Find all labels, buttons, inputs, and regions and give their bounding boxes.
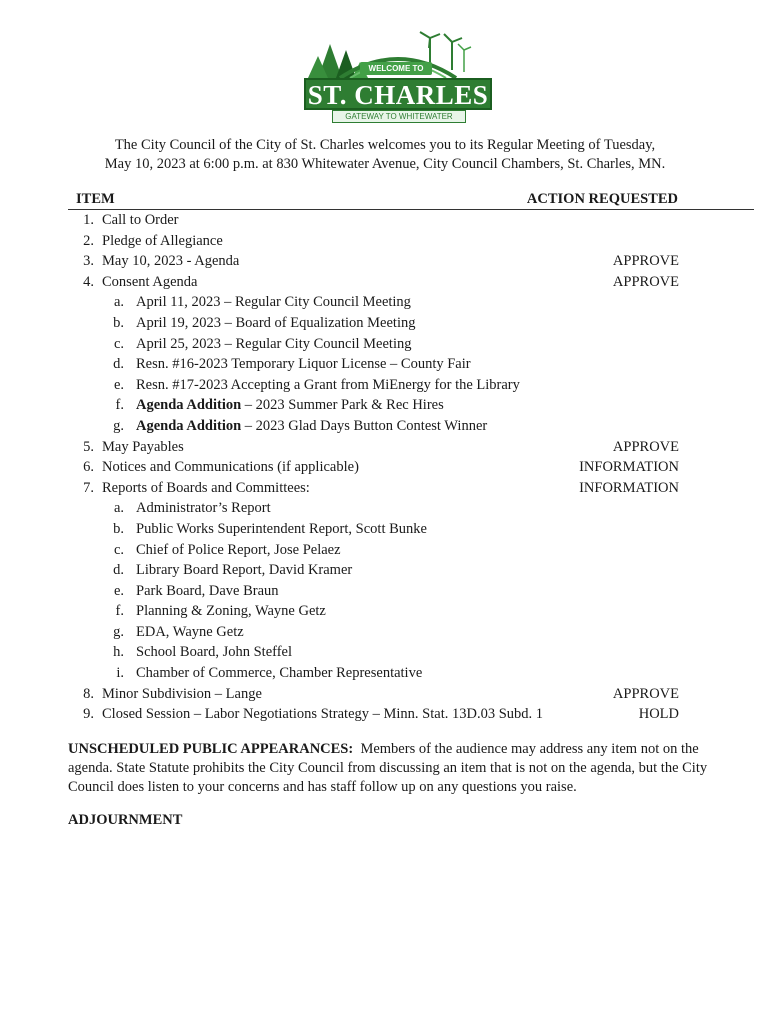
subitem-text (136, 416, 487, 437)
item-action: INFORMATION (579, 459, 679, 476)
item-number: 8. (83, 685, 94, 702)
subitem-description: Planning & Zoning, Wayne Getz (136, 603, 326, 620)
agenda-header-row (68, 190, 754, 210)
item-text: Pledge of Allegiance (102, 232, 223, 249)
subitem-description: Public Works Superintendent Report, Scott Bunke (136, 520, 427, 537)
subitem-description: Administrator’s Report (136, 500, 271, 517)
agenda-item (0, 210, 770, 231)
item-number: 5. (83, 438, 94, 455)
logo-tagline: GATEWAY TO WHITEWATER (332, 110, 466, 123)
intro-line-1: The City Council of the City of St. Charles welcomes you to its Regular Meeting of Tuesday, (114, 137, 656, 153)
subitem-text (136, 292, 411, 313)
item-number: 2. (83, 232, 94, 249)
subitem-text (136, 601, 326, 622)
st-charles-logo (300, 30, 496, 122)
subitem-text (136, 622, 244, 643)
agenda-subitem (0, 601, 770, 622)
agenda-item (0, 437, 770, 458)
logo-welcome-text: WELCOME TO (360, 62, 432, 75)
subitem-letter: a. (113, 500, 124, 517)
subitem-letter: e. (113, 582, 124, 599)
item-text: Call to Order (102, 212, 179, 228)
agenda-item (0, 457, 770, 478)
public-appearances-section (68, 740, 718, 797)
subitem-text (136, 354, 471, 375)
item-number: 9. (83, 706, 94, 723)
subitem-text (136, 375, 520, 396)
intro-line-2: May 10, 2023 at 6:00 p.m. at 830 Whitewater Avenue, City Council Chambers, St. Charles, MN. (104, 156, 666, 172)
item-action: APPROVE (612, 273, 679, 290)
subitem-letter: a. (113, 294, 124, 311)
subitem-description: EDA, Wayne Getz (136, 623, 244, 640)
item-number: 7. (83, 479, 94, 496)
item-text: Notices and Communications (if applicable) (102, 459, 359, 476)
agenda-subitem (0, 334, 770, 355)
subitem-letter: f. (115, 603, 124, 620)
subitem-description: April 25, 2023 – Regular City Council Meeting (136, 335, 412, 352)
item-action: APPROVE (612, 253, 679, 270)
agenda-addition-label: Agenda Addition (136, 417, 242, 434)
item-column-header: ITEM (76, 191, 115, 207)
item-text: Closed Session – Labor Negotiations Strategy – Minn. Stat. 13D.03 Subd. 1 (102, 706, 544, 723)
intro-paragraph (60, 136, 710, 174)
subitem-description: Library Board Report, David Kramer (136, 562, 353, 579)
agenda-subitem (0, 560, 770, 581)
subitem-letter: e. (113, 376, 124, 393)
subitem-text (136, 334, 411, 355)
subitem-description: April 19, 2023 – Board of Equalization Meeting (136, 314, 416, 331)
agenda-subitem (0, 292, 770, 313)
agenda-item (0, 251, 770, 272)
subitem-description: Chamber of Commerce, Chamber Representative (136, 665, 423, 682)
agenda-item (0, 684, 770, 705)
agenda-item (0, 231, 770, 252)
agenda-subitem (0, 395, 770, 416)
item-text: Consent Agenda (102, 273, 198, 290)
item-text: Minor Subdivision – Lange (102, 685, 262, 702)
agenda-item (0, 704, 770, 725)
subitem-text (136, 313, 415, 334)
subitem-description: – 2023 Summer Park & Rec Hires (241, 397, 444, 414)
public-appearances-heading: UNSCHEDULED PUBLIC APPEARANCES: (68, 741, 354, 757)
item-text: May Payables (102, 438, 184, 455)
subitem-description: Resn. #17-2023 Accepting a Grant from MiEnergy for the Library (136, 376, 520, 393)
item-number: 4. (83, 273, 94, 290)
subitem-letter: b. (113, 520, 124, 537)
agenda-subitem (0, 313, 770, 334)
public-appearances-text: Members of the audience may address any item not on the agenda. State Statute prohibits the City Council from discussing an item that is not on the agenda, but the City Council does listen to your concerns and has staff follow up on any questions you raise. (68, 741, 708, 795)
item-number: 1. (83, 212, 94, 228)
agenda-addition-label: Agenda Addition (136, 397, 242, 414)
subitem-description: – 2023 Glad Days Button Contest Winner (241, 417, 488, 434)
subitem-text (136, 498, 271, 519)
logo-city-name: ST. CHARLES (304, 78, 492, 110)
subitem-letter: b. (113, 314, 124, 331)
item-number: 6. (83, 459, 94, 476)
agenda-subitem (0, 622, 770, 643)
agenda-subitem (0, 498, 770, 519)
agenda-subitem (0, 663, 770, 684)
subitem-letter: f. (115, 397, 124, 414)
agenda-list (0, 210, 770, 725)
subitem-text (136, 560, 352, 581)
agenda-subitem (0, 354, 770, 375)
agenda-subitem (0, 581, 770, 602)
item-text: Reports of Boards and Committees: (102, 479, 310, 496)
subitem-letter: h. (113, 644, 124, 661)
agenda-item (0, 272, 770, 293)
subitem-letter: c. (113, 335, 124, 352)
item-text: May 10, 2023 - Agenda (102, 253, 240, 270)
subitem-description: School Board, John Steffel (136, 644, 292, 661)
subitem-text (136, 642, 292, 663)
agenda-item (0, 478, 770, 499)
subitem-letter: d. (113, 562, 124, 579)
agenda-subitem (0, 540, 770, 561)
adjournment-heading: ADJOURNMENT (68, 812, 183, 828)
item-action: INFORMATION (579, 479, 679, 496)
subitem-letter: g. (113, 623, 124, 640)
item-number: 3. (83, 253, 94, 270)
subitem-description: Resn. #16-2023 Temporary Liquor License – County Fair (136, 356, 471, 373)
action-column-header: ACTION REQUESTED (526, 191, 678, 207)
subitem-description: April 11, 2023 – Regular City Council Meeting (136, 294, 411, 311)
item-action: APPROVE (612, 438, 679, 455)
item-action: APPROVE (612, 685, 679, 702)
subitem-text (136, 663, 422, 684)
subitem-letter: c. (113, 541, 124, 558)
subitem-text (136, 581, 279, 602)
subitem-text (136, 519, 427, 540)
subitem-text (136, 540, 341, 561)
agenda-subitem (0, 642, 770, 663)
item-action: HOLD (638, 706, 679, 723)
agenda-subitem (0, 519, 770, 540)
subitem-text (136, 395, 444, 416)
subitem-letter: i. (116, 665, 124, 682)
subitem-description: Chief of Police Report, Jose Pelaez (136, 541, 341, 558)
subitem-letter: d. (113, 356, 124, 373)
subitem-description: Park Board, Dave Braun (136, 582, 279, 599)
agenda-subitem (0, 416, 770, 437)
subitem-letter: g. (113, 417, 124, 434)
agenda-subitem (0, 375, 770, 396)
